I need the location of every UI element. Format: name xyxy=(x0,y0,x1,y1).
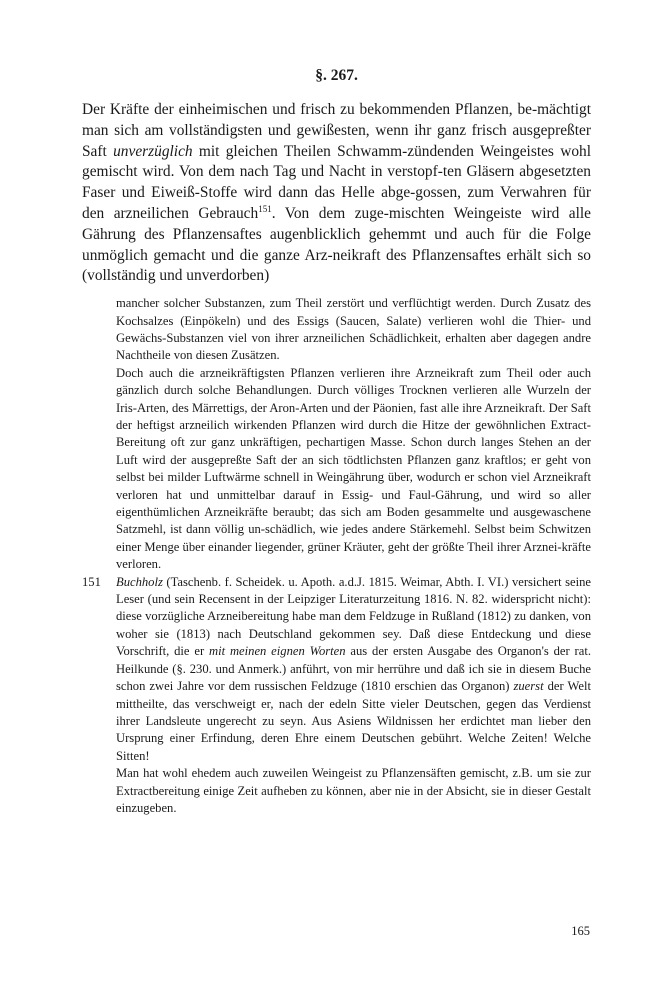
footnote-continued-p2: Doch auch die arzneikräftigsten Pflanzen verlieren ihre Arzneikraft zum Theil oder auch gänzlich durch solche Behandlungen. Durch völliges Trocknen verlieren alle Wurzeln der Iris-Arten, des Märrettigs, der Aron-Arten und der Päonien, fast alle ihre Arzneikraft. Der Saft der heftigst arzneilich wirkenden Pflanzen wird durch die Hitze der gewöhnlichen Extract-Bereitung oft zur ganz unkräftigen, pechartigen Masse. Schon durch langes Stehen an der Luft wird der ausgepreßte Saft der an sich tödtlichsten Pflanzen ganz kraftlos; er geht von selbst bei milder Luftwärme schnell in Weingährung über, wodurch er schon viel Arzneikraft verloren hat und unmittelbar darauf in Essig- und Faul-Gährung, und wird so aller eigenthümlichen Arzneikräfte beraubt; das sich am Boden gesammelte und ausgewaschene Satzmehl, ist dann völlig un-schädlich, wie jedes andere Stärkemehl. Selbst beim Schwitzen einer Menge über einander liegender, grüner Kräuter, geht der größte Theil ihrer Arznei-kräfte verloren. xyxy=(116,365,591,572)
page-body xyxy=(82,66,591,817)
main-paragraph xyxy=(82,100,591,287)
footnote-emphasis-b: zuerst xyxy=(513,679,544,694)
main-text-3: . Von dem zuge-mischten Weingeiste wird alle Gährung des Pflanzensaftes augenblicklich gehemmt und auch für die Folge unmöglich gemacht und die ganze Arz-neikraft des Pflanzensaftes erhält sich so (vollständig und unverdorben) xyxy=(82,204,591,285)
footnote-ref-151[interactable]: 151 xyxy=(258,203,272,214)
footnotes xyxy=(82,295,591,817)
footnote-number: 151 xyxy=(82,574,101,589)
footnote-text-b: aus der ersten Ausgabe des Organon's der rat. Heilkunde (§. 230. und Anmerk.) anführt, von mir herrühre und daß ich sie in diesem Buche schon zwei Jahre vor dem russischen Feldzuge (1810 erschien das Organon) xyxy=(116,644,591,694)
page-number: 165 xyxy=(571,924,590,938)
section-heading: §. 267. xyxy=(315,67,358,84)
footnote-151-p1 xyxy=(116,574,591,765)
footnote-151 xyxy=(82,574,591,818)
footnote-continued xyxy=(82,295,591,574)
footnote-151-p2: Man hat wohl ehedem auch zuweilen Weingeist zu Pflanzensäften gemischt, z.B. um sie zur Extractbereitung einige Zeit aufheben zu können, aber nie in der Absicht, sie in dieser Gestalt einzugeben. xyxy=(116,766,591,815)
footnote-emphasis-a: mit meinen eignen Worten xyxy=(209,644,346,659)
footnote-text-c: der Welt mittheilte, das verschweigt er, nach der edeln Sitte vieler Deutschen, gegen das Verdienst ihrer Landsleute ungerecht zu seyn. Aus Asiens Wildnissen her erdichtet man lieber den Ursprung einer Erfindung, deren Ehre einem Deutschen gebührt. Welche Zeiten! Welche Sitten! xyxy=(116,679,591,763)
main-text-2: mit gleichen Theilen Schwamm-zündenden Weingeistes wohl gemischt wird. Von dem nach Tag und Nacht in verstopf-ten Gläsern abgesetzten Faser und Eiweiß-Stoffe wird dann das Helle abge-gossen, zum Verwahren für den arzneilichen Gebrauch xyxy=(82,142,591,222)
footnote-continued-p1: mancher solcher Substanzen, zum Theil zerstört und verflüchtigt werden. Durch Zusatz des Kochsalzes (Einpökeln) und des Essigs (Saucen, Salate) verlieren wohl die Thier- und Gewächs-Substanzen viel von ihrer arzneilichen Schädlichkeit, erhalten aber dagegen andre Nachtheile von diesen Zusätzen. xyxy=(116,296,591,363)
main-emphasis: unverzüglich xyxy=(113,142,193,160)
footnote-author: Buchholz xyxy=(116,574,163,589)
footnote-text-a: (Taschenb. f. Scheidek. u. Apoth. a.d.J. 1815. Weimar, Abth. I. VI.) versichert seine Leser (und sein Recensent in der Leipziger Literaturzeitung 1816. N. 82. widerspricht nicht): diese vorzügliche Arzneibereitung habe man dem Feldzuge in Rußland (1812) zu danken, von woher sie (1813) nach Deutschland gekommen sey. Daß diese Entdeckung und diese Vorschrift, die er xyxy=(116,574,591,659)
main-text-1: Der Kräfte der einheimischen und frisch zu bekommenden Pflanzen, be-mächtigt man sich am vollständigsten und gewißesten, wenn ihr ganz frisch ausgepreßter Saft xyxy=(82,101,591,160)
